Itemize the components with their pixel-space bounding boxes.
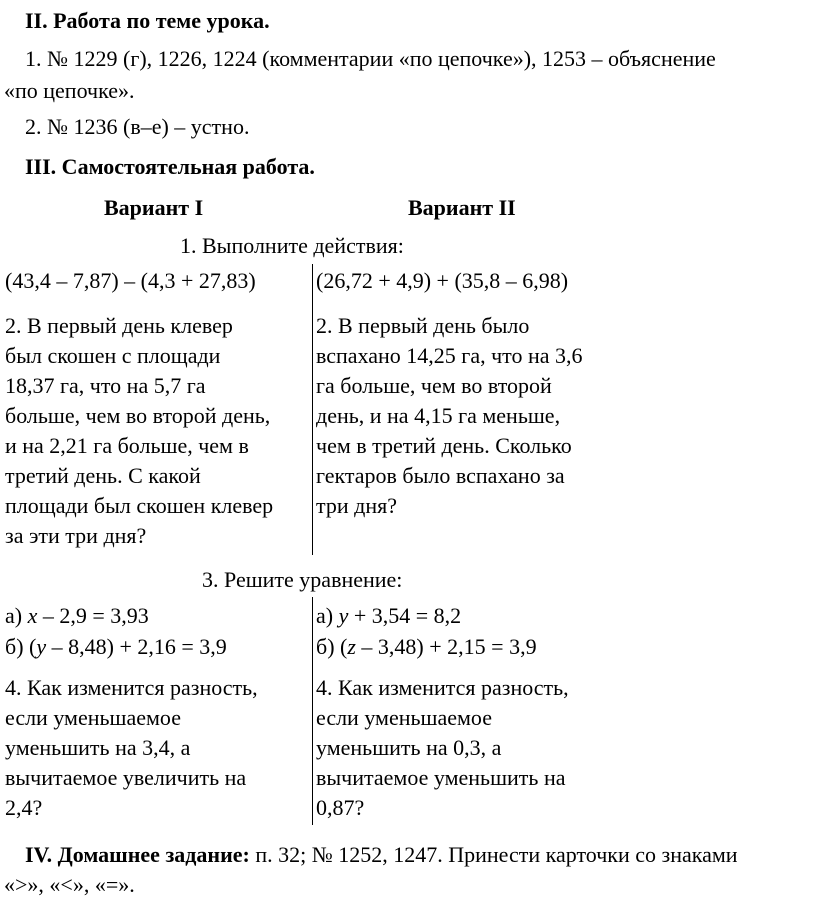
task-3-variant-1-a: а) x – 2,9 = 3,93 bbox=[5, 603, 149, 628]
variable-y: y bbox=[338, 603, 349, 628]
task-1-variant-2: (26,72 + 4,9) + (35,8 – 6,98) bbox=[316, 268, 569, 293]
section-2-heading: II. Работа по теме урока. bbox=[25, 8, 270, 33]
task-4-variant-1: 4. Как изменится разность, если уменьшаемое уменьшить на 3,4, а вычитаемое увеличить на 2,4? bbox=[5, 675, 258, 820]
variable-x: x bbox=[27, 603, 38, 628]
task-3-title: 3. Решите уравнение: bbox=[202, 567, 403, 592]
column-divider-bottom bbox=[312, 597, 313, 825]
variant-1-label: Вариант I bbox=[104, 195, 204, 220]
section-4-heading: IV. Домашнее задание: bbox=[25, 842, 250, 867]
section-3-heading: III. Самостоятельная работа. bbox=[25, 154, 315, 179]
section-2-item-1-line-2: «по цепочке». bbox=[4, 78, 135, 103]
task-1-variant-1: (43,4 – 7,87) – (4,3 + 27,83) bbox=[5, 268, 256, 293]
task-3-variant-1-b: б) (y – 8,48) + 2,16 = 3,9 bbox=[5, 634, 227, 659]
task-4-variant-2: 4. Как изменится разность, если уменьшаемое уменьшить на 0,3, а вычитаемое уменьшить на 0,87? bbox=[316, 675, 569, 820]
task-3-variant-2-a: а) y + 3,54 = 8,2 bbox=[316, 603, 462, 628]
section-4-line-2: «>», «<», «=». bbox=[4, 872, 135, 897]
task-3-variant-2-b: б) (z – 3,48) + 2,15 = 3,9 bbox=[316, 634, 537, 659]
task-2-variant-1: 2. В первый день клевер был скошен с площади 18,37 га, что на 5,7 га больше, чем во второй день, и на 2,21 га больше, чем в третий день. С какой площади был скошен клевер за эти три дня? bbox=[5, 313, 274, 548]
variable-y: y bbox=[36, 634, 47, 659]
section-4-line-1: IV. Домашнее задание: п. 32; № 1252, 1247. Принести карточки со знаками bbox=[25, 842, 738, 867]
task-1-title: 1. Выполните действия: bbox=[180, 233, 404, 258]
section-2-item-1-line-1: 1. № 1229 (г), 1226, 1224 (комментарии «по цепочке»), 1253 – объяснение bbox=[25, 46, 716, 71]
column-divider-top bbox=[312, 264, 313, 555]
variable-z: z bbox=[347, 634, 356, 659]
task-2-variant-2: 2. В первый день было вспахано 14,25 га, что на 3,6 га больше, чем во второй день, и на 4,15 га меньше, чем в третий день. Сколько гектаров было вспахано за три дня? bbox=[316, 313, 583, 518]
section-2-item-2: 2. № 1236 (в–е) – устно. bbox=[25, 114, 250, 139]
variant-2-label: Вариант II bbox=[408, 195, 516, 220]
